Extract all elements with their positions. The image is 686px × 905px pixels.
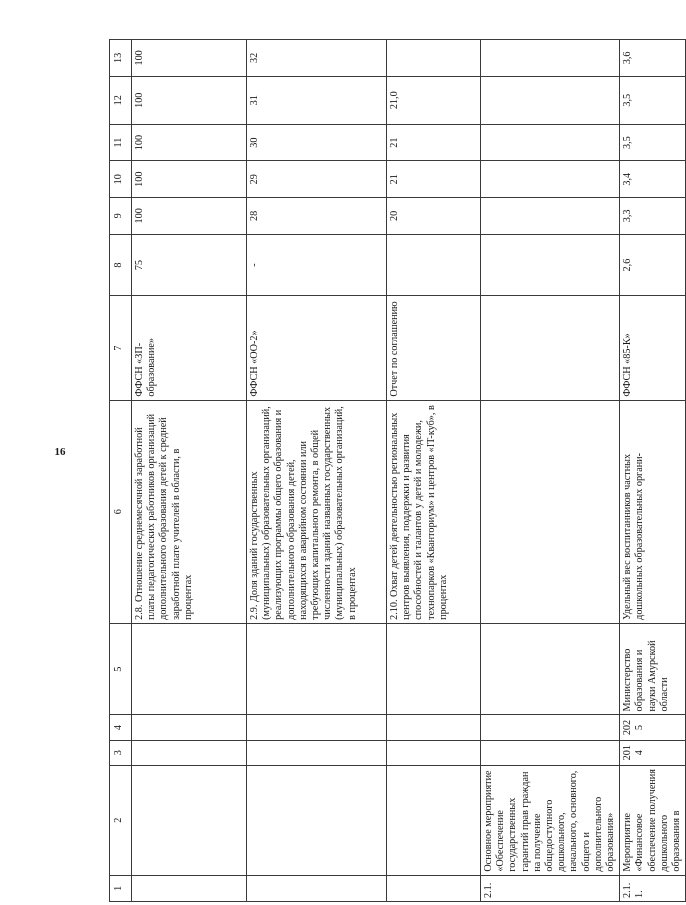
- value-cell-col10: 3,4: [620, 161, 686, 198]
- value-cell-col10: 100: [132, 161, 247, 198]
- value-cell-col9: [481, 198, 620, 235]
- indicator-cell: Удельный вес воспитанников частных дошкольных образовательных органи-: [620, 400, 686, 623]
- table-row: [620, 40, 686, 902]
- end-year-cell: [247, 715, 387, 740]
- table-row: [387, 40, 481, 902]
- indicator-cell: 2.8. Отношение среднемесячной заработной платы педагогических работников организаций дополнительного образования детей к средней заработной плате учителей в области, в процентах: [132, 400, 247, 623]
- value-cell-col9: 100: [132, 198, 247, 235]
- row-number-cell: [387, 875, 481, 901]
- indicator-cell: [481, 400, 620, 623]
- value-cell-col10: 29: [247, 161, 387, 198]
- header-cell: 3: [110, 740, 132, 765]
- value-cell-col8: [387, 234, 481, 296]
- table-header-row: [110, 40, 132, 902]
- rotated-table-container: [109, 39, 683, 902]
- page-number: 16: [54, 446, 66, 458]
- value-cell-col13: [481, 40, 620, 77]
- row-number-cell: [247, 875, 387, 901]
- value-cell-col8: [481, 234, 620, 296]
- value-cell-col13: 32: [247, 40, 387, 77]
- end-year-cell: [481, 715, 620, 740]
- executor-cell: [247, 623, 387, 715]
- value-cell-col8: 2,6: [620, 234, 686, 296]
- value-cell-col10: [481, 161, 620, 198]
- value-cell-col12: 31: [247, 76, 387, 124]
- value-cell-col11: 3,5: [620, 124, 686, 161]
- header-cell: 5: [110, 623, 132, 715]
- value-cell-col9: 20: [387, 198, 481, 235]
- value-cell-col11: [481, 124, 620, 161]
- header-cell: 1: [110, 875, 132, 901]
- header-cell: 10: [110, 161, 132, 198]
- header-cell: 2: [110, 765, 132, 875]
- value-cell-col13: [387, 40, 481, 77]
- header-cell: 12: [110, 76, 132, 124]
- end-year-cell: [387, 715, 481, 740]
- table-row: [247, 40, 387, 902]
- value-cell-col8: -: [247, 234, 387, 296]
- value-cell-col13: 3,6: [620, 40, 686, 77]
- row-number-cell: [132, 875, 247, 901]
- value-cell-col12: 21,0: [387, 76, 481, 124]
- value-cell-col11: 30: [247, 124, 387, 161]
- event-cell: Основное мероприятие «Обеспечение государственных гарантий прав граждан на получение общедоступного дошкольного, начального, основного, общего и дополнительного образования»: [481, 765, 620, 875]
- table-row: [132, 40, 247, 902]
- executor-cell: [481, 623, 620, 715]
- source-cell: ФФСН «85-К»: [620, 296, 686, 400]
- start-year-cell: [247, 740, 387, 765]
- event-cell: Мероприятие «Финансовое обеспечение получения дошкольного образования в: [620, 765, 686, 875]
- table-row: [481, 40, 620, 902]
- value-cell-col9: 3,3: [620, 198, 686, 235]
- value-cell-col10: 21: [387, 161, 481, 198]
- value-cell-col13: 100: [132, 40, 247, 77]
- value-cell-col9: 28: [247, 198, 387, 235]
- end-year-cell: 2025: [620, 715, 686, 740]
- header-cell: 11: [110, 124, 132, 161]
- value-cell-col12: 3,5: [620, 76, 686, 124]
- value-cell-col11: 21: [387, 124, 481, 161]
- value-cell-col12: [481, 76, 620, 124]
- header-cell: 6: [110, 400, 132, 623]
- start-year-cell: [132, 740, 247, 765]
- indicator-cell: 2.9. Доля зданий государственных (муниципальных) образовательных организаций, реализующих программы общего образования и дополнительного образования детей, находящихся в аварийном состоянии или требующих капитального ремонта, в общей численности зданий названных государственных (муниципальных) образовательных организаций, в процентах: [247, 400, 387, 623]
- source-cell: [481, 296, 620, 400]
- executor-cell: [132, 623, 247, 715]
- value-cell-col11: 100: [132, 124, 247, 161]
- event-cell: [247, 765, 387, 875]
- value-cell-col8: 75: [132, 234, 247, 296]
- header-cell: 4: [110, 715, 132, 740]
- program-indicators-table: [109, 39, 686, 902]
- header-cell: 8: [110, 234, 132, 296]
- end-year-cell: [132, 715, 247, 740]
- row-number-cell: 2.1.1.: [620, 875, 686, 901]
- source-cell: ФФСН «ОО-2»: [247, 296, 387, 400]
- event-cell: [387, 765, 481, 875]
- executor-cell: [387, 623, 481, 715]
- value-cell-col12: 100: [132, 76, 247, 124]
- header-cell: 9: [110, 198, 132, 235]
- header-cell: 13: [110, 40, 132, 77]
- start-year-cell: [387, 740, 481, 765]
- source-cell: ФФСН «ЗП-образование»: [132, 296, 247, 400]
- start-year-cell: 2014: [620, 740, 686, 765]
- header-cell: 7: [110, 296, 132, 400]
- start-year-cell: [481, 740, 620, 765]
- source-cell: Отчет по соглашению: [387, 296, 481, 400]
- event-cell: [132, 765, 247, 875]
- row-number-cell: 2.1.: [481, 875, 620, 901]
- indicator-cell: 2.10. Охват детей деятельностью региональных центров выявления, поддержки и развития способностей и талантов у детей и молодежи, технопарков «Кванториум» и центров «IT-куб», в процентах: [387, 400, 481, 623]
- executor-cell: Министерство образования и науки Амурской области: [620, 623, 686, 715]
